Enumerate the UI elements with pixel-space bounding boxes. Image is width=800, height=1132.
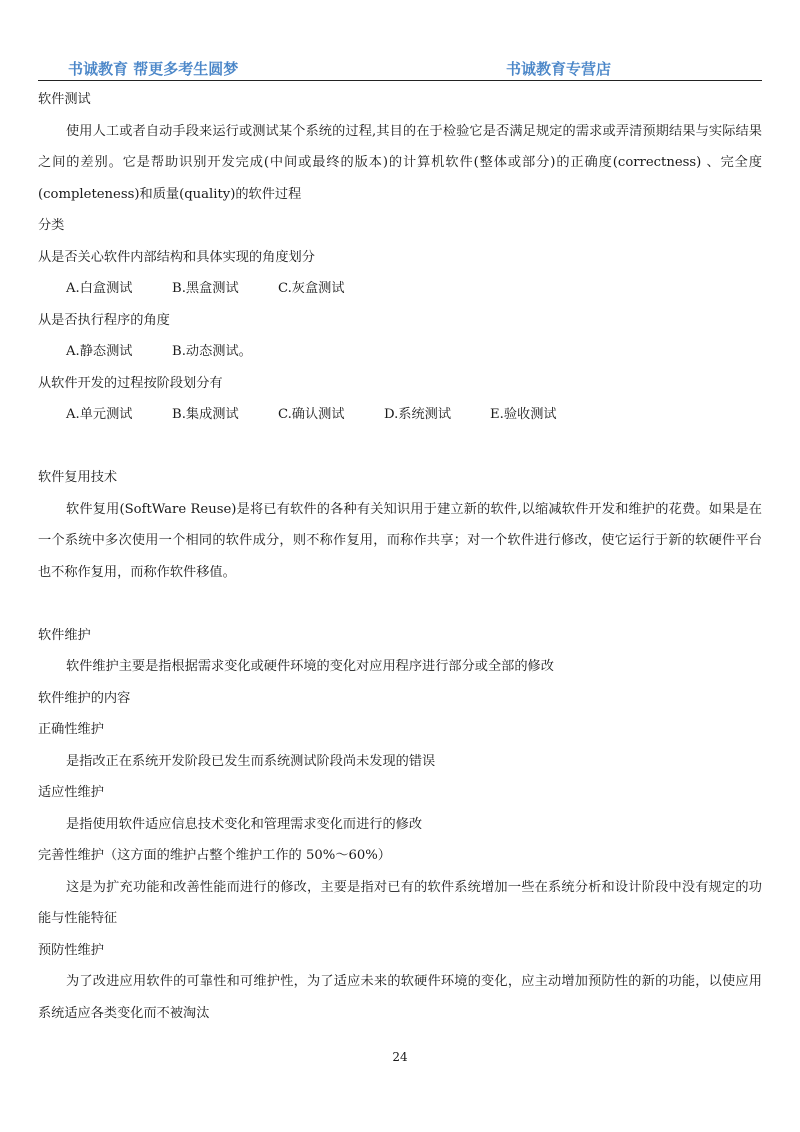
option-item: C.灰盒测试 xyxy=(278,281,345,296)
option-item: B.集成测试 xyxy=(172,407,239,422)
option-row-1 xyxy=(38,273,762,305)
section-title-maintenance: 软件维护 xyxy=(38,627,91,643)
spacer xyxy=(38,431,762,463)
page-number: 24 xyxy=(392,1050,408,1064)
option-item: A.白盒测试 xyxy=(66,281,133,296)
spacer xyxy=(38,588,762,620)
maintenance-content-heading: 软件维护的内容 xyxy=(38,690,131,706)
classification-q2: 从是否执行程序的角度 xyxy=(38,312,170,328)
header-right-text: 书诚教育专营店 xyxy=(506,60,612,78)
reuse-definition: 软件复用(SoftWare Reuse)是将已有软件的各种有关知识用于建立新的软件,以缩减软件开发和维护的花费。如果是在一个系统中多次使用一个相同的软件成分，则不称作复用，而称作共享；对一个软件进行修改，使它运行于新的软硬件平台也不称作复用，而称作软件移值。 xyxy=(38,501,762,580)
section-title-software-testing: 软件测试 xyxy=(38,92,91,107)
option-item: C.确认测试 xyxy=(278,407,345,422)
option-row-3 xyxy=(38,399,762,431)
maintenance-type-title: 预防性维护 xyxy=(38,942,104,958)
option-item: D.系统测试 xyxy=(384,407,452,422)
section-title-reuse: 软件复用技术 xyxy=(38,470,118,485)
page-header xyxy=(38,58,762,81)
classification-q1: 从是否关心软件内部结构和具体实现的角度划分 xyxy=(38,249,315,265)
maintenance-type-title: 正确性维护 xyxy=(38,722,104,737)
option-item: B.动态测试。 xyxy=(172,344,252,359)
option-item: A.单元测试 xyxy=(66,407,133,422)
testing-definition: 使用人工或者自动手段来运行或测试某个系统的过程,其目的在于检验它是否满足规定的需求或弄清预期结果与实际结果之间的差别。它是帮助识别开发完成(中间或最终的版本)的计算机软件(整体或部分)的正确度(correctness) 、完全度(completeness)和质量(quality)的软件过程 xyxy=(38,123,762,202)
maintenance-type-title: 完善性维护（这方面的维护占整个维护工作的 50%～60%） xyxy=(38,848,391,863)
option-item: A.静态测试 xyxy=(66,344,133,359)
classification-q3: 从软件开发的过程按阶段划分有 xyxy=(38,375,223,391)
document-body xyxy=(38,84,762,1029)
option-item: B.黑盒测试 xyxy=(172,281,239,296)
header-left-text: 书诚教育 帮更多考生圆梦 xyxy=(68,60,239,78)
maintenance-type-desc: 为了改进应用软件的可靠性和可维护性，为了适应未来的软硬件环境的变化，应主动增加预防性的新的功能，以使应用系统适应各类变化而不被淘汰 xyxy=(38,974,762,1021)
maintenance-definition: 软件维护主要是指根据需求变化或硬件环境的变化对应用程序进行部分或全部的修改 xyxy=(66,659,554,674)
maintenance-type-title: 适应性维护 xyxy=(38,785,104,800)
option-row-2 xyxy=(38,336,762,368)
maintenance-type-desc: 这是为扩充功能和改善性能而进行的修改，主要是指对已有的软件系统增加一些在系统分析和设计阶段中没有规定的功能与性能特征 xyxy=(38,879,762,926)
classification-heading: 分类 xyxy=(38,218,65,233)
maintenance-type-desc: 是指使用软件适应信息技术变化和管理需求变化而进行的修改 xyxy=(66,816,423,832)
option-item: E.验收测试 xyxy=(490,407,557,422)
maintenance-type-desc: 是指改正在系统开发阶段已发生而系统测试阶段尚未发现的错误 xyxy=(66,753,436,769)
